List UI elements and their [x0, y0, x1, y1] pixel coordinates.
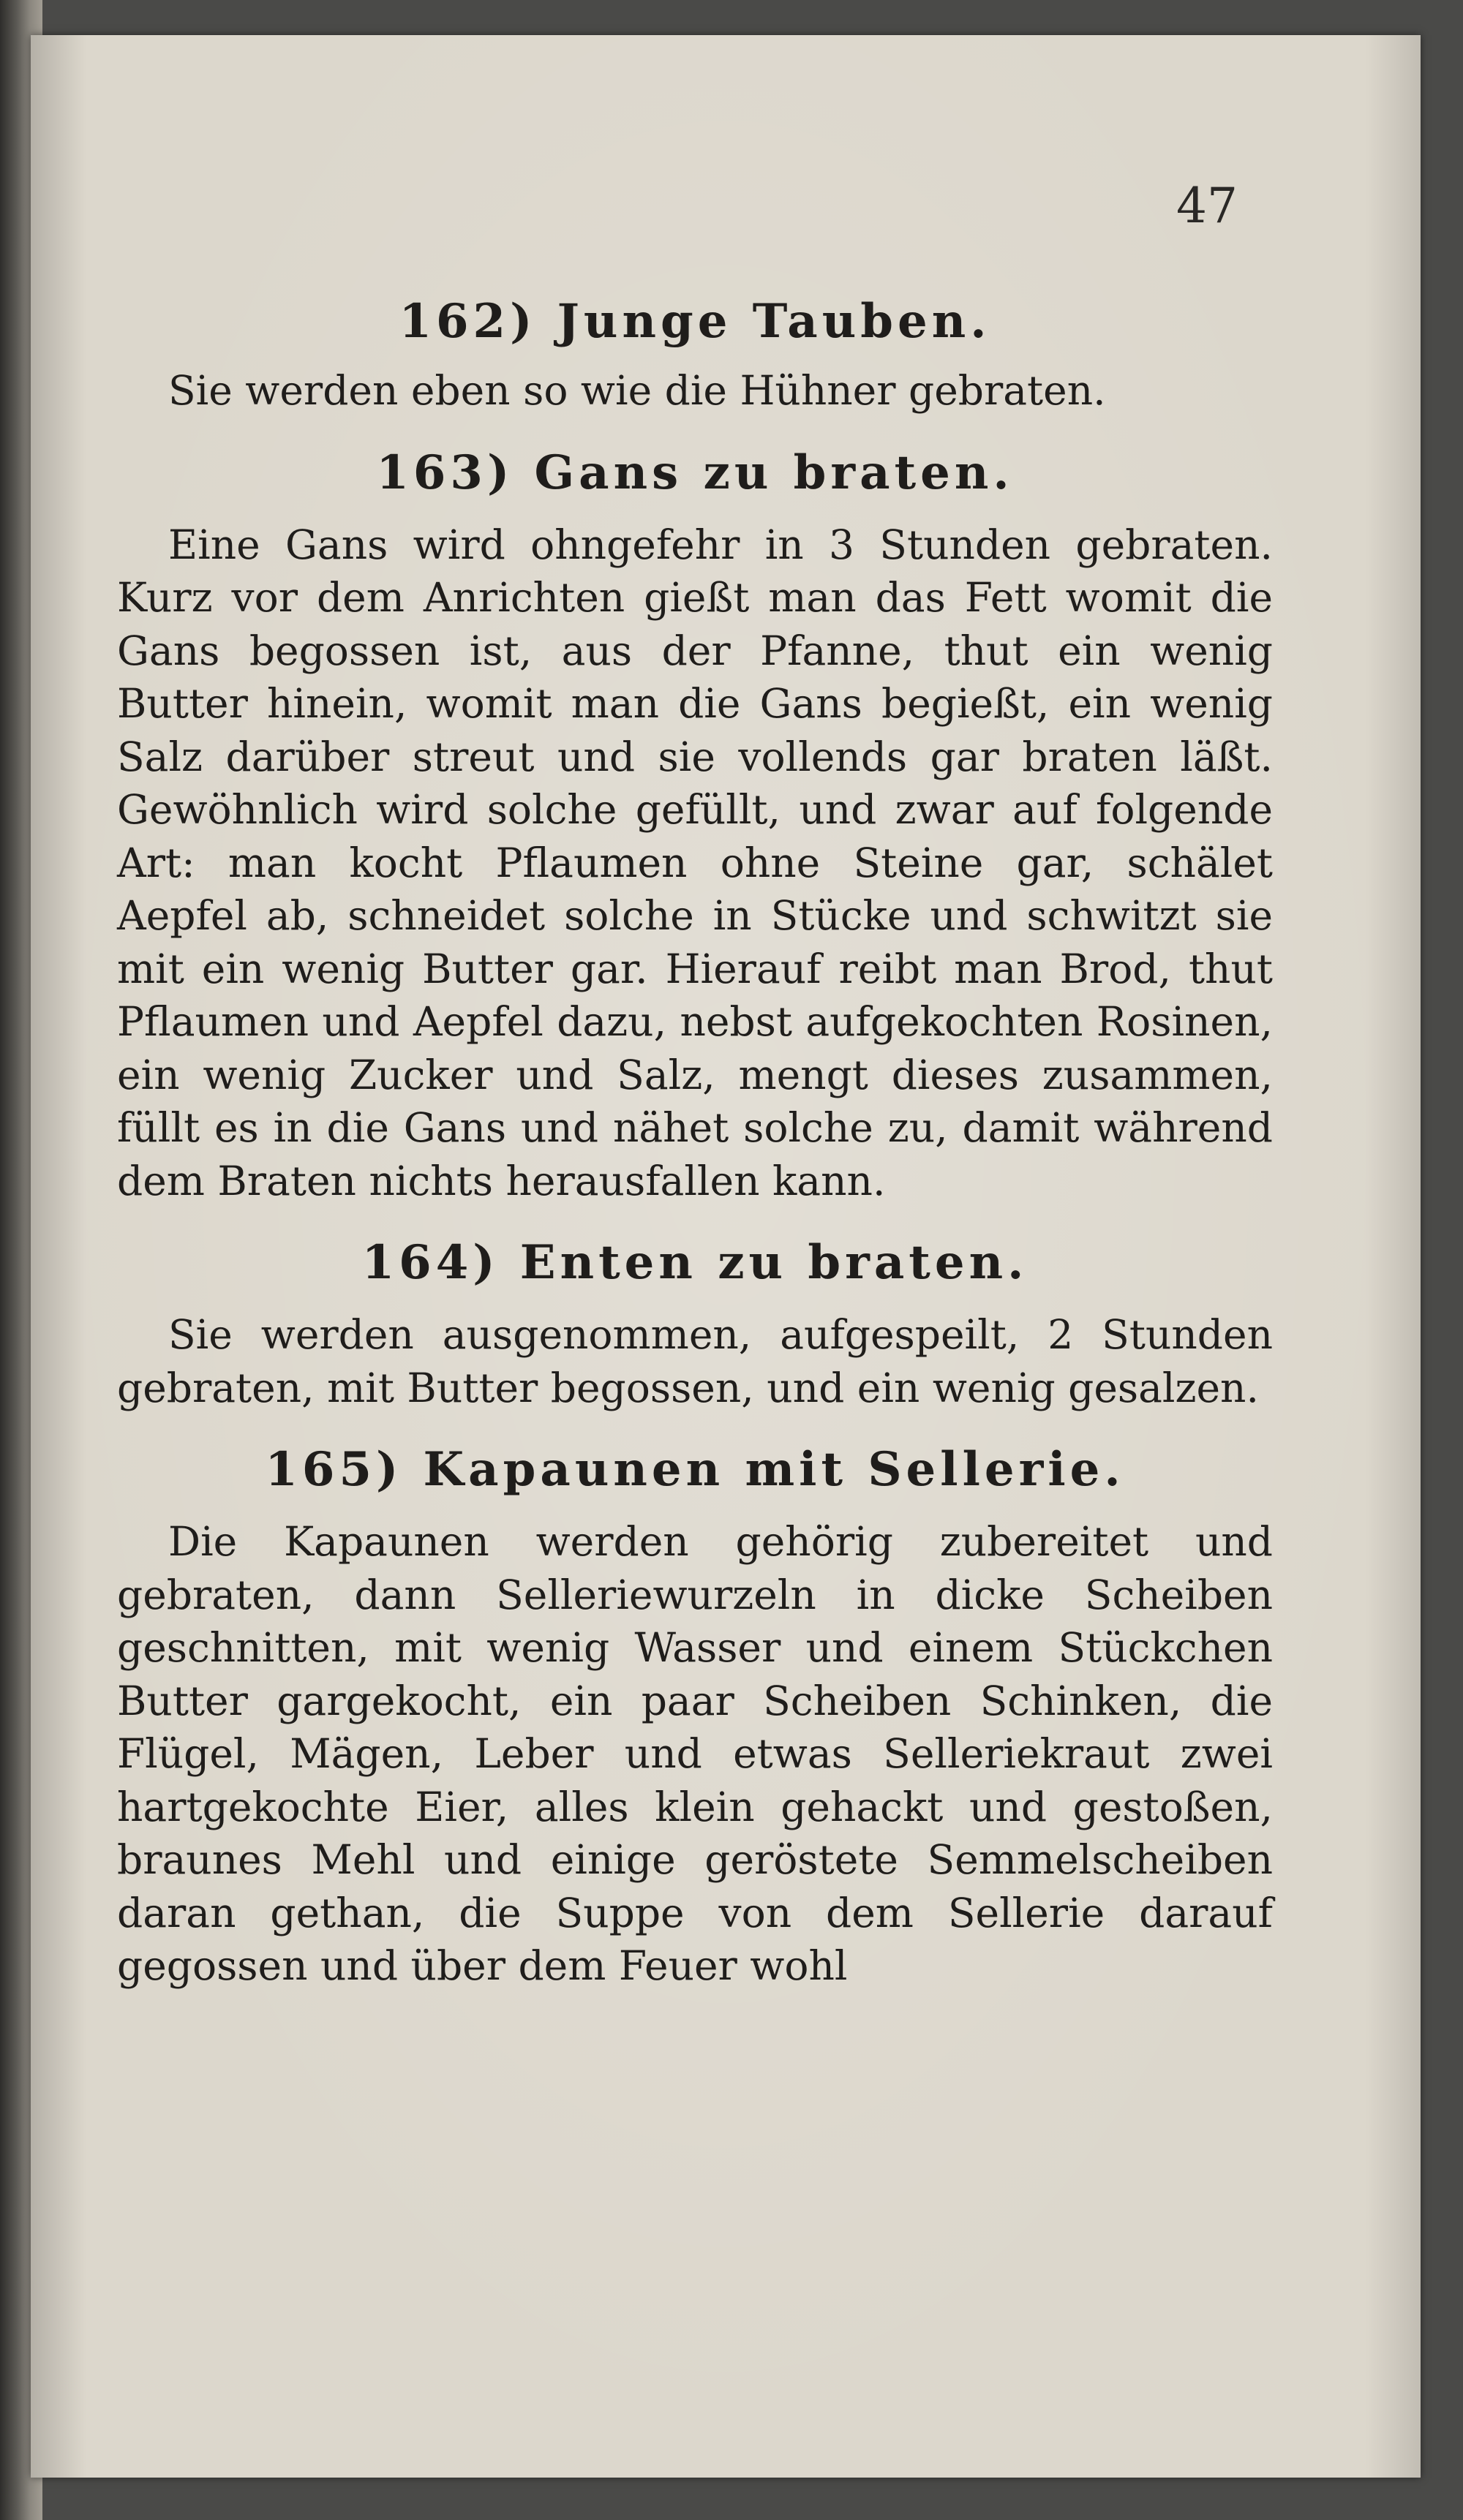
recipe-heading: 162) Junge Tauben.	[399, 294, 991, 349]
recipe-text: Eine Gans wird ohngefehr in 3 Stunden gebraten. Kurz vor dem Anrichten gießt man das Fett womit die Gans begossen ist, aus der Pfanne, thut ein wenig Butter hinein, womit man die Gans begießt, ein wenig Salz darüber streut und sie vollends gar braten läßt. Gewöhnlich wird solche gefüllt, und zwar auf folgende Art: man kocht Pflaumen ohne Steine gar, schälet Aepfel ab, schneidet solche in Stücke und schwitzt sie mit ein wenig Butter gar. Hierauf reibt man Brod, thut Pflaumen und Aepfel dazu, nebst aufgekochten Rosinen, ein wenig Zucker und Salz, mengt dieses zusammen, füllt es in die Gans und nähet solche zu, damit während dem Braten nichts herausfallen kann.	[117, 521, 1273, 1204]
recipe-heading: 164) Enten zu braten.	[361, 1235, 1028, 1290]
recipe-text: Die Kapaunen werden gehörig zubereitet und gebraten, dann Selleriewurzeln in dicke Scheiben geschnitten, mit wenig Wasser und einem Stückchen Butter gargekocht, ein paar Scheiben Schinken, die Flügel, Mägen, Leber und etwas Selleriekraut zwei hartgekochte Eier, alles klein gehackt und gestoßen, braunes Mehl und einige geröstete Semmelscheiben daran gethan, die Suppe von dem Sellerie darauf gegossen und über dem Feuer wohl	[117, 1518, 1273, 1989]
recipe-165	[117, 1439, 1273, 1993]
page-number: 47	[1176, 178, 1238, 234]
recipe-162	[117, 291, 1273, 418]
page-text	[117, 291, 1273, 2018]
recipe-163	[117, 442, 1273, 1208]
recipe-text: Sie werden eben so wie die Hühner gebraten.	[168, 367, 1106, 414]
recipe-164	[117, 1232, 1273, 1414]
recipe-text: Sie werden ausgenommen, aufgespeilt, 2 Stunden gebraten, mit Butter begossen, und ein wenig gesalzen.	[117, 1311, 1273, 1411]
recipe-heading: 165) Kapaunen mit Sellerie.	[265, 1442, 1125, 1497]
recipe-heading: 163) Gans zu braten.	[376, 445, 1014, 500]
book-page	[31, 35, 1421, 2478]
